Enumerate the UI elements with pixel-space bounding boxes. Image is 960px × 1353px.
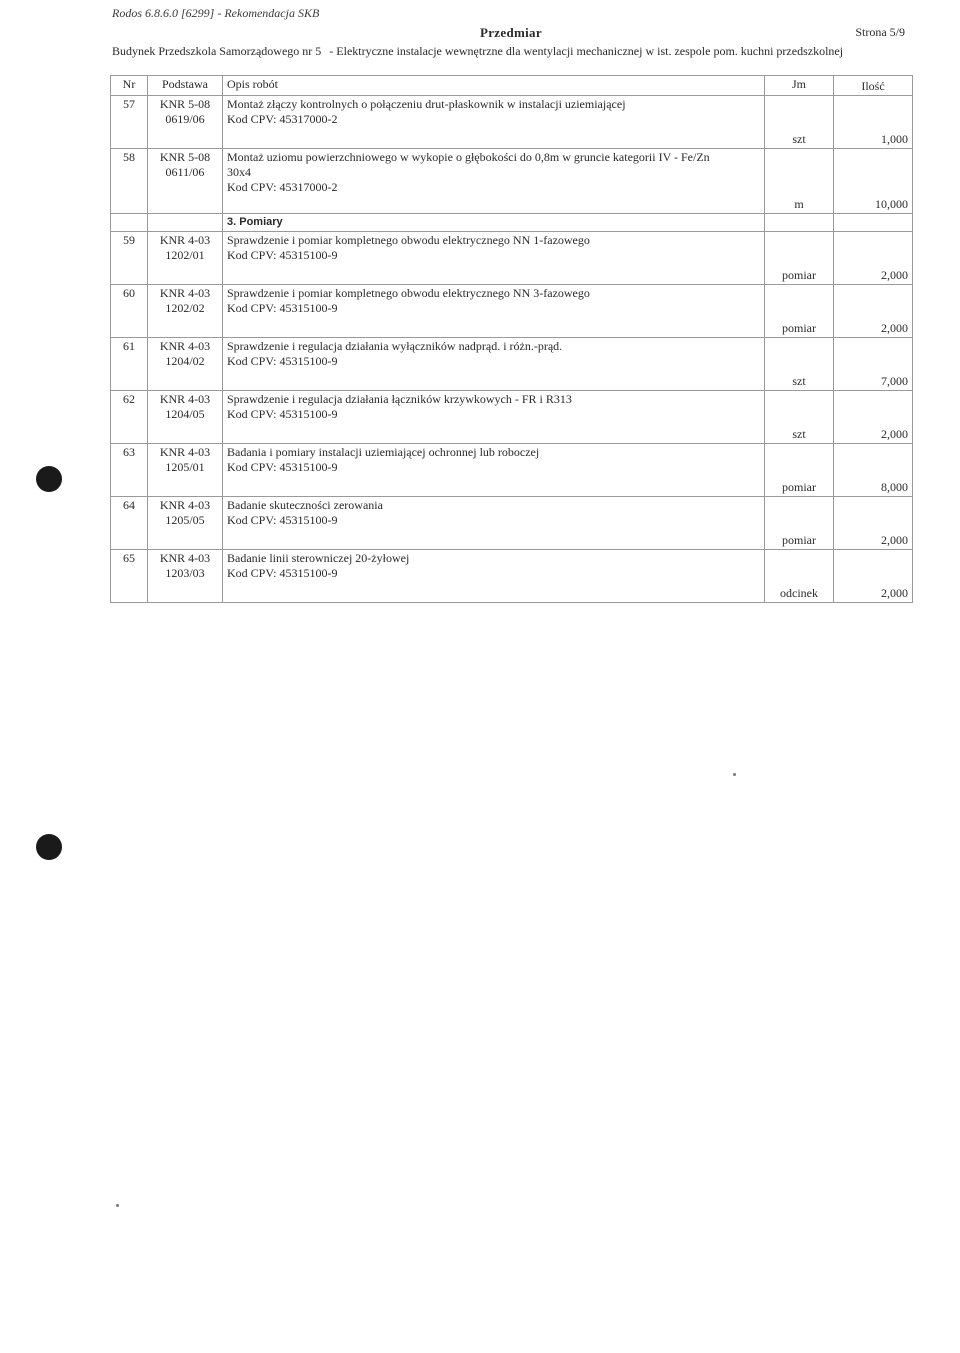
basis-position: 1202/02 (165, 301, 205, 315)
col-header-ilosc: Ilość (834, 76, 913, 96)
row-unit: pomiar (765, 444, 834, 497)
row-basis (148, 96, 223, 149)
basis-catalog: KNR 4-03 (159, 498, 211, 512)
row-basis (148, 391, 223, 444)
cpv-code: Kod CPV: 45315100-9 (227, 460, 338, 474)
table-row (111, 550, 913, 603)
row-unit: pomiar (765, 232, 834, 285)
row-quantity: 7,000 (834, 338, 913, 391)
building-description (112, 43, 892, 59)
cpv-code: Kod CPV: 45315100-9 (227, 566, 338, 580)
description-line: Badania i pomiary instalacji uziemiającej ochronnej lub roboczej (227, 445, 540, 459)
basis-catalog: KNR 4-03 (159, 286, 211, 300)
app-title: Rodos 6.8.6.0 [6299] - Rekomendacja SKB (112, 6, 320, 20)
punch-hole-bottom (36, 834, 62, 860)
row-basis (148, 550, 223, 603)
row-basis (148, 285, 223, 338)
table-row (111, 285, 913, 338)
scan-speck (733, 773, 736, 776)
row-nr: 64 (111, 497, 148, 550)
row-description (223, 285, 765, 338)
table-row (111, 96, 913, 149)
row-quantity: 2,000 (834, 285, 913, 338)
row-quantity: 8,000 (834, 444, 913, 497)
row-unit: pomiar (765, 497, 834, 550)
description-line: Sprawdzenie i regulacja działania wyłączników nadprąd. i różn.-prąd. (227, 339, 563, 353)
building-name: Budynek Przedszkola Samorządowego nr 5 (112, 44, 322, 58)
scope-description: - Elektryczne instalacje wewnętrzne dla wentylacji mechanicznej w ist. zespole pom. kuchni przedszkolnej (329, 44, 844, 58)
row-unit: odcinek (765, 550, 834, 603)
table-header-row (111, 76, 913, 96)
description-line: Montaż uziomu powierzchniowego w wykopie o głębokości do 0,8m w gruncie kategorii IV - Fe/Zn (227, 150, 710, 164)
row-unit: pomiar (765, 285, 834, 338)
row-unit: szt (765, 391, 834, 444)
description-line: Badanie linii sterowniczej 20-żyłowej (227, 551, 410, 565)
basis-position: 1205/05 (165, 513, 205, 527)
basis-position: 0611/06 (165, 165, 205, 179)
col-header-nr: Nr (111, 76, 148, 96)
description-line: 30x4 (227, 165, 251, 179)
basis-position: 1204/05 (165, 407, 205, 421)
description-line: Sprawdzenie i pomiar kompletnego obwodu elektrycznego NN 1-fazowego (227, 233, 590, 247)
row-nr: 63 (111, 444, 148, 497)
cpv-code: Kod CPV: 45317000-2 (227, 180, 338, 194)
description-line: Montaż złączy kontrolnych o połączeniu drut-płaskownik w instalacji uziemiającej (227, 97, 626, 111)
section-title: 3. Pomiary (223, 214, 765, 232)
row-description (223, 232, 765, 285)
cpv-code: Kod CPV: 45315100-9 (227, 301, 338, 315)
row-basis (148, 232, 223, 285)
section-row (111, 214, 913, 232)
basis-catalog: KNR 5-08 (159, 150, 211, 164)
row-quantity: 2,000 (834, 497, 913, 550)
table-row (111, 149, 913, 214)
row-quantity: 1,000 (834, 96, 913, 149)
row-unit: szt (765, 338, 834, 391)
row-basis (148, 338, 223, 391)
cpv-code: Kod CPV: 45317000-2 (227, 112, 338, 126)
row-nr: 62 (111, 391, 148, 444)
basis-catalog: KNR 4-03 (159, 392, 211, 406)
row-unit: szt (765, 96, 834, 149)
table-row (111, 391, 913, 444)
cpv-code: Kod CPV: 45315100-9 (227, 513, 338, 527)
basis-catalog: KNR 5-08 (159, 97, 211, 111)
row-description (223, 497, 765, 550)
basis-position: 1205/01 (165, 460, 205, 474)
description-line: Sprawdzenie i regulacja działania łączników krzywkowych - FR i R313 (227, 392, 572, 406)
page-number: Strona 5/9 (855, 25, 905, 39)
document-title: Przedmiar (480, 25, 542, 40)
row-nr: 58 (111, 149, 148, 214)
basis-catalog: KNR 4-03 (159, 551, 211, 565)
table-row (111, 497, 913, 550)
basis-position: 1204/02 (165, 354, 205, 368)
row-description (223, 391, 765, 444)
table-row (111, 444, 913, 497)
basis-position: 1202/01 (165, 248, 205, 262)
row-quantity: 2,000 (834, 550, 913, 603)
table-row (111, 232, 913, 285)
col-header-opis: Opis robót (223, 76, 765, 96)
basis-catalog: KNR 4-03 (159, 339, 211, 353)
cpv-code: Kod CPV: 45315100-9 (227, 407, 338, 421)
row-nr: 61 (111, 338, 148, 391)
punch-hole-top (36, 466, 62, 492)
cpv-code: Kod CPV: 45315100-9 (227, 248, 338, 262)
description-line: Badanie skuteczności zerowania (227, 498, 383, 512)
row-nr: 57 (111, 96, 148, 149)
col-header-podstawa: Podstawa (148, 76, 223, 96)
row-quantity: 10,000 (834, 149, 913, 214)
bill-of-quantities-table (110, 75, 913, 603)
description-line: Sprawdzenie i pomiar kompletnego obwodu elektrycznego NN 3-fazowego (227, 286, 590, 300)
row-basis (148, 444, 223, 497)
row-description (223, 149, 765, 214)
table-row (111, 338, 913, 391)
row-basis (148, 149, 223, 214)
row-description (223, 444, 765, 497)
row-quantity: 2,000 (834, 391, 913, 444)
row-description (223, 338, 765, 391)
col-header-jm: Jm (765, 76, 834, 96)
basis-catalog: KNR 4-03 (159, 445, 211, 459)
basis-catalog: KNR 4-03 (159, 233, 211, 247)
basis-position: 0619/06 (165, 112, 205, 126)
row-nr: 59 (111, 232, 148, 285)
row-nr: 65 (111, 550, 148, 603)
row-basis (148, 497, 223, 550)
row-description (223, 96, 765, 149)
scan-speck (116, 1204, 119, 1207)
cpv-code: Kod CPV: 45315100-9 (227, 354, 338, 368)
basis-position: 1203/03 (165, 566, 205, 580)
row-description (223, 550, 765, 603)
row-unit: m (765, 149, 834, 214)
row-quantity: 2,000 (834, 232, 913, 285)
row-nr: 60 (111, 285, 148, 338)
